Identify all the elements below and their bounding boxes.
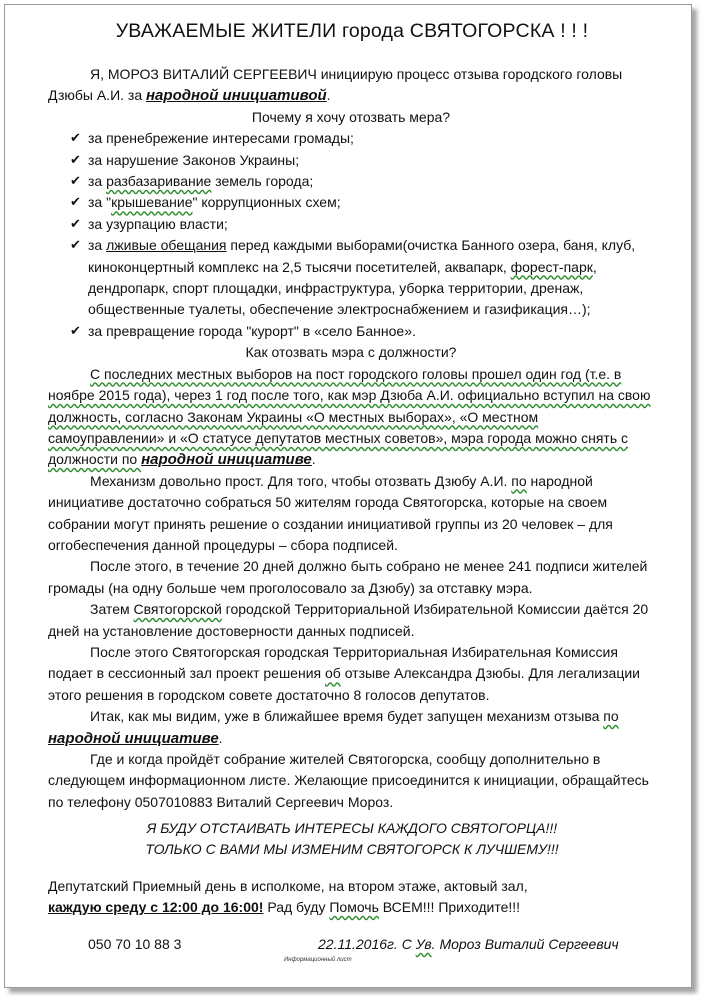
list-item: ✔ за лживые обещания перед каждыми выборами(очистка Банного озера, баня, клуб, киноконцертный комплекс на 2,5 тысячи посетителей, аквапарк, форест-парк, дендропарк, спорт площадки, инфраструктура, уборка территории, дренаж, общественные туалеты, обеспечение электроснабжением и газификация…); <box>70 237 636 318</box>
meeting-paragraph: Где и когда пройдёт собрание жителей Святогорска, сообщу дополнительно в следующем информационном листе. Желающие присоединится к инициации, обращайтесь по телефону 0507010883 Виталий Сергеевич Мороз. <box>48 751 649 810</box>
slogan-line-2: ТОЛЬКО С ВАМИ МЫ ИЗМЕНИМ СВЯТОГОРСК К ЛУЧШЕМУ!!! <box>145 841 559 857</box>
list-item: ✔ за разбазаривание земель города; <box>48 171 654 192</box>
list-item: ✔ за превращение города "курорт" в «село Банное». <box>48 321 654 342</box>
checkmark-icon: ✔ <box>70 195 81 211</box>
signature-line: 22.11.2016г. С Ув. Мороз Виталий Сергеевич <box>318 936 619 952</box>
checkmark-icon: ✔ <box>70 216 81 232</box>
commission-paragraph: Затем Святогорской городской Территориальной Избирательной Комиссии даётся 20 дней на установление достоверности данных подписей. <box>48 601 649 639</box>
why-heading: Почему я хочу отозвать мера? <box>251 108 451 125</box>
list-item: ✔ за узурпацию власти; <box>48 214 654 235</box>
checkmark-icon: ✔ <box>70 131 81 147</box>
intro-paragraph: Я, МОРОЗ ВИТАЛИЙ СЕРГЕЕВИЧ инициирую процесс отзыва городского головы Дзюбы А.И. за народной инициативой. <box>48 66 623 105</box>
slogan-line-1: Я БУДУ ОТСТАИВАТЬ ИНТЕРЕСЫ КАЖДОГО СВЯТОГОРЦА!!! <box>146 820 558 836</box>
footer-caption: Информационный лист <box>284 957 352 963</box>
reception-schedule: каждую среду с 12:00 до 16:00! <box>48 899 264 915</box>
document-body <box>48 64 654 813</box>
document-title: УВАЖАЕМЫЕ ЖИТЕЛИ города СВЯТОГОРСКА ! ! ! <box>115 20 589 42</box>
footer-phone: 050 70 10 88 3 <box>88 936 182 952</box>
checkmark-icon: ✔ <box>70 174 81 190</box>
emphasis-popular-initiative: народной инициативой <box>146 87 327 105</box>
reasons-list <box>48 128 654 342</box>
list-item: ✔ за пренебрежение интересами громады; <box>48 128 654 149</box>
session-paragraph: После этого Святогорская городская Территориальная Избирательная Комиссия подает в сессионный зал проект решения об отзыве Александра Дзюбы. Для легализации этого решения в городском совете достаточно 8 голосов депутатов. <box>48 643 640 703</box>
reception-paragraph: Депутатский Приемный день в исполкоме, на втором этаже, актовый зал, каждую среду с 12:00 до 16:00! Рад буду Помочь ВСЕМ!!! Приходите!!! <box>48 878 528 915</box>
mechanism-paragraph: Механизм довольно прост. Для того, чтобы отозвать Дзюбу А.И. по народной инициативе достаточно собраться 50 жителям города Святогорска, которые на своем собрании могут принять решение о создании инициативой группы из 20 человек – для orгобеспечения данной процедуры – сбора подписей. <box>48 472 613 553</box>
law-paragraph: С последних местных выборов на пост городского головы прошел один год (т.е. в ноябре 2015 года), через 1 год после того, как мэр Дзюба А.И. официально вступил на свою должность, согласно Законам Украины «О местных выборах», «О местном самоуправлении» и «О статусе депутатов местных советов», мэра города можно снять с должности по народной инициативе. <box>48 365 651 469</box>
emphasis-popular-initiative: народной инициативе <box>141 451 312 469</box>
emphasis-popular-initiative: народной инициативе <box>48 729 219 747</box>
how-heading: Как отозвать мэра с должности? <box>245 344 457 361</box>
signatures-paragraph: После этого, в течение 20 дней должно быть собрано не менее 241 подписи жителей громады (на одну больше чем проголосовало за Дзюбу) за отставку мэра. <box>48 558 648 596</box>
list-item: ✔ за нарушение Законов Украины; <box>48 150 654 171</box>
slogan <box>0 818 704 860</box>
checkmark-icon: ✔ <box>70 238 81 254</box>
checkmark-icon: ✔ <box>70 152 81 168</box>
checkmark-icon: ✔ <box>70 323 81 339</box>
list-item: ✔ за "крышевание" коррупционных схем; <box>48 192 654 213</box>
soon-paragraph: Итак, как мы видим, уже в ближайшее время будет запущен механизм отзыва по народной инициативе. <box>48 708 619 747</box>
signature-date: 22.11.2016г. <box>318 936 398 952</box>
